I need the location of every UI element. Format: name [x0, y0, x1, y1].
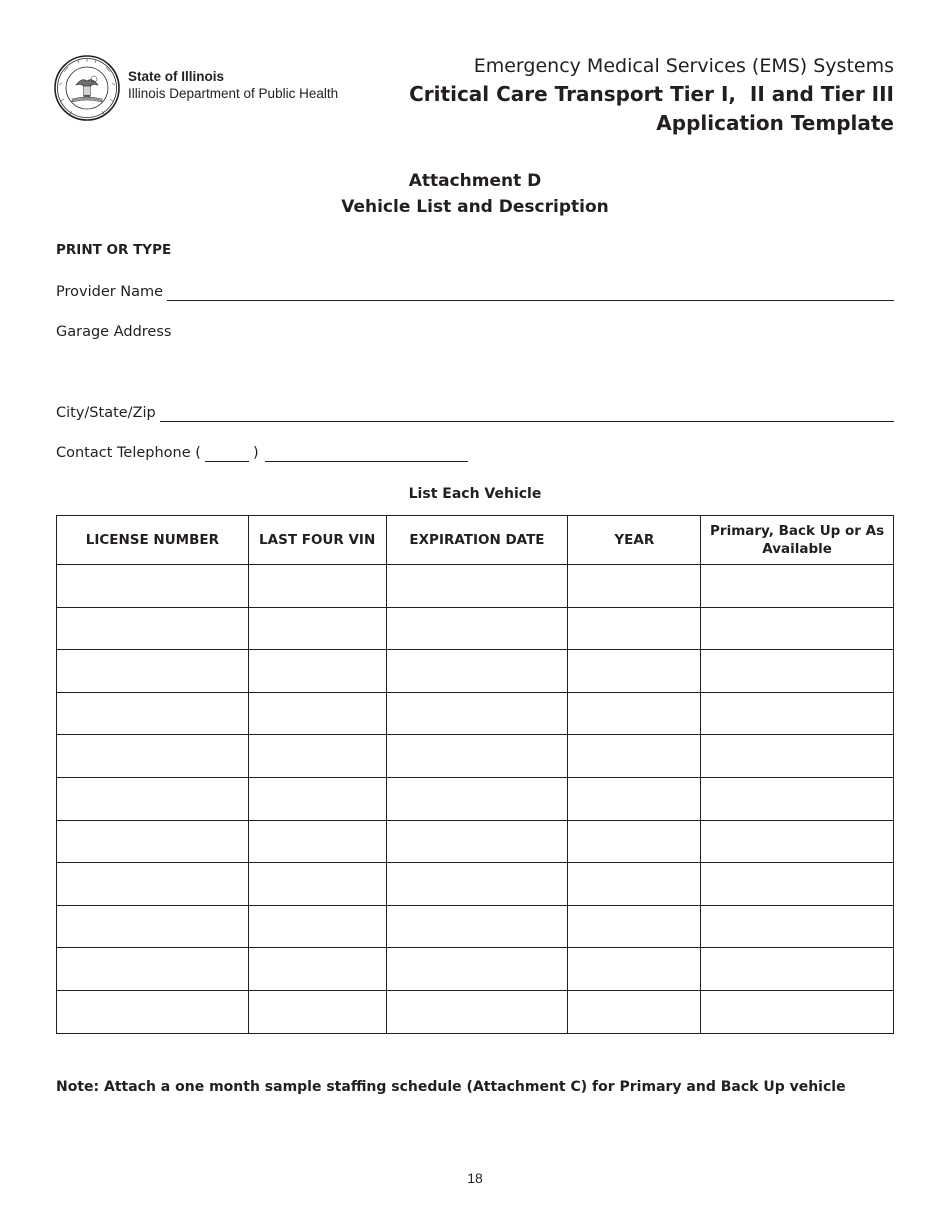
vehicle-table: [56, 515, 894, 1034]
city-state-zip-label: City/State/Zip: [56, 405, 156, 421]
status-cell[interactable]: [701, 863, 894, 906]
year-cell[interactable]: [568, 820, 701, 863]
attachment-heading: [0, 168, 950, 220]
expiration-date-cell[interactable]: [386, 990, 568, 1033]
status-cell[interactable]: [701, 777, 894, 820]
telephone-number-line[interactable]: [265, 448, 468, 462]
state-seal-logo: [54, 55, 120, 121]
year-cell[interactable]: [568, 863, 701, 906]
garage-address-field[interactable]: [56, 323, 894, 341]
attachment-title: Attachment D: [408, 171, 542, 191]
license-number-cell[interactable]: [57, 607, 249, 650]
last-four-vin-cell[interactable]: [248, 565, 386, 608]
table-row: [57, 863, 894, 906]
print-or-type-instruction: PRINT OR TYPE: [56, 242, 172, 258]
last-four-vin-cell[interactable]: [248, 650, 386, 693]
vehicle-table-body: [57, 565, 894, 1034]
year-cell[interactable]: [568, 777, 701, 820]
status-cell[interactable]: [701, 565, 894, 608]
table-row: [57, 990, 894, 1033]
contact-telephone-label: Contact Telephone (: [56, 445, 201, 461]
year-cell[interactable]: [568, 990, 701, 1033]
document-header: [409, 52, 894, 138]
column-header-license-number: LICENSE NUMBER: [57, 516, 249, 565]
column-header-last-four-vin: LAST FOUR VIN: [248, 516, 386, 565]
staffing-schedule-note: Note: Attach a one month sample staffing schedule (Attachment C) for Primary and Back Up vehicle: [56, 1079, 846, 1095]
license-number-cell[interactable]: [57, 692, 249, 735]
last-four-vin-cell[interactable]: [248, 607, 386, 650]
table-row: [57, 948, 894, 991]
year-cell[interactable]: [568, 607, 701, 650]
column-header-expiration-date: EXPIRATION DATE: [386, 516, 568, 565]
expiration-date-cell[interactable]: [386, 777, 568, 820]
table-row: [57, 905, 894, 948]
license-number-cell[interactable]: [57, 820, 249, 863]
last-four-vin-cell[interactable]: [248, 863, 386, 906]
table-row: [57, 820, 894, 863]
last-four-vin-cell[interactable]: [248, 735, 386, 778]
license-number-cell[interactable]: [57, 735, 249, 778]
status-cell[interactable]: [701, 905, 894, 948]
year-cell[interactable]: [568, 692, 701, 735]
year-cell[interactable]: [568, 948, 701, 991]
expiration-date-cell[interactable]: [386, 863, 568, 906]
last-four-vin-cell[interactable]: [248, 820, 386, 863]
status-cell[interactable]: [701, 735, 894, 778]
last-four-vin-cell[interactable]: [248, 948, 386, 991]
table-row: [57, 565, 894, 608]
attachment-subtitle: Vehicle List and Description: [341, 197, 609, 217]
city-state-zip-field[interactable]: [56, 404, 894, 422]
expiration-date-cell[interactable]: [386, 650, 568, 693]
page-number: 18: [467, 1170, 483, 1186]
state-name: State of Illinois: [128, 69, 225, 84]
status-cell[interactable]: [701, 692, 894, 735]
year-cell[interactable]: [568, 735, 701, 778]
license-number-cell[interactable]: [57, 650, 249, 693]
expiration-date-cell[interactable]: [386, 905, 568, 948]
expiration-date-cell[interactable]: [386, 735, 568, 778]
garage-address-label: Garage Address: [56, 324, 172, 340]
header-line2: Critical Care Transport Tier I, II and Tier III: [409, 82, 894, 106]
expiration-date-cell[interactable]: [386, 565, 568, 608]
license-number-cell[interactable]: [57, 777, 249, 820]
vehicle-table-header-row: [57, 516, 894, 565]
license-number-cell[interactable]: [57, 948, 249, 991]
license-number-cell[interactable]: [57, 863, 249, 906]
last-four-vin-cell[interactable]: [248, 692, 386, 735]
last-four-vin-cell[interactable]: [248, 905, 386, 948]
license-number-cell[interactable]: [57, 990, 249, 1033]
contact-telephone-field[interactable]: [56, 444, 468, 462]
city-state-zip-line[interactable]: [160, 408, 894, 422]
table-row: [57, 607, 894, 650]
table-row: [57, 692, 894, 735]
area-code-line[interactable]: [205, 448, 249, 462]
status-cell[interactable]: [701, 990, 894, 1033]
status-cell[interactable]: [701, 820, 894, 863]
vehicle-list-title: List Each Vehicle: [408, 486, 542, 502]
column-header-year: YEAR: [568, 516, 701, 565]
department-name: Illinois Department of Public Health: [128, 86, 339, 101]
last-four-vin-cell[interactable]: [248, 990, 386, 1033]
last-four-vin-cell[interactable]: [248, 777, 386, 820]
provider-name-field[interactable]: [56, 283, 894, 301]
area-code-close-paren: ): [252, 445, 259, 461]
agency-block: [128, 68, 338, 102]
status-cell[interactable]: [701, 650, 894, 693]
column-header-status: Primary, Back Up or As Available: [701, 516, 894, 565]
table-row: [57, 735, 894, 778]
status-cell[interactable]: [701, 948, 894, 991]
year-cell[interactable]: [568, 650, 701, 693]
year-cell[interactable]: [568, 565, 701, 608]
header-line3: Application Template: [656, 111, 894, 135]
year-cell[interactable]: [568, 905, 701, 948]
status-cell[interactable]: [701, 607, 894, 650]
expiration-date-cell[interactable]: [386, 692, 568, 735]
provider-name-label: Provider Name: [56, 284, 164, 300]
provider-name-line[interactable]: [167, 287, 894, 301]
license-number-cell[interactable]: [57, 565, 249, 608]
header-line1: Emergency Medical Services (EMS) Systems: [473, 55, 894, 77]
table-row: [57, 777, 894, 820]
expiration-date-cell[interactable]: [386, 607, 568, 650]
expiration-date-cell[interactable]: [386, 820, 568, 863]
license-number-cell[interactable]: [57, 905, 249, 948]
expiration-date-cell[interactable]: [386, 948, 568, 991]
table-row: [57, 650, 894, 693]
